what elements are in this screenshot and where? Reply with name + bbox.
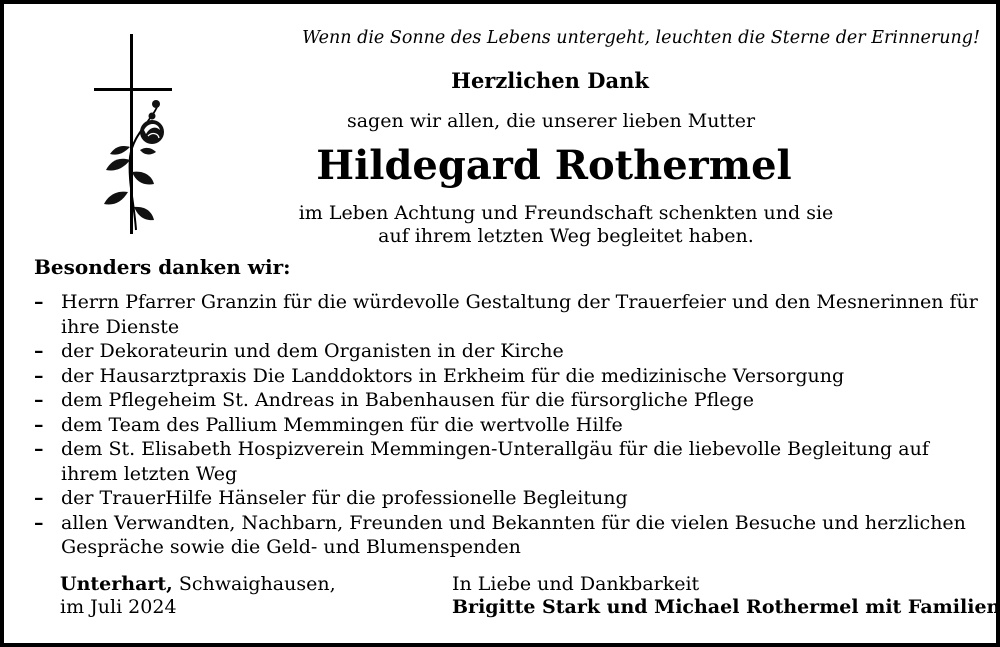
list-item: – der Hausarztpraxis Die Landdoktors in Erkheim für die medizinische Versorgung bbox=[34, 364, 982, 389]
signoff-families: Brigitte Stark und Michael Rothermel mit Familien bbox=[452, 596, 1000, 618]
date-line: im Juli 2024 bbox=[60, 596, 177, 618]
list-item: – der Dekorateurin und dem Organisten in der Kirche bbox=[34, 339, 982, 364]
motto-quote: Wenn die Sonne des Lebens untergeht, leuchten die Sterne der Erinnerung! bbox=[302, 28, 980, 48]
list-item: – allen Verwandten, Nachbarn, Freunden und Bekannten für die vielen Besuche und herzlichen Gespräche sowie die Geld- und Blumenspenden bbox=[34, 511, 982, 560]
cross-with-rose-icon bbox=[90, 32, 180, 242]
tribute-line: im Leben Achtung und Freundschaft schenkten und sie bbox=[298, 202, 834, 224]
list-item: – dem Team des Pallium Memmingen für die wertvolle Hilfe bbox=[34, 413, 982, 438]
signoff bbox=[452, 573, 1000, 619]
signoff-line: In Liebe und Dankbarkeit bbox=[452, 573, 700, 595]
place-town: Unterhart, bbox=[60, 573, 173, 595]
intro-line: sagen wir allen, die unserer lieben Mutter bbox=[346, 110, 756, 132]
list-item: – dem St. Elisabeth Hospizverein Memmingen-Unterallgäu für die liebevolle Begleitung auf ihrem letzten Weg bbox=[34, 437, 982, 486]
thanks-title: Herzlichen Dank bbox=[451, 68, 649, 93]
place-and-date bbox=[60, 573, 336, 619]
list-item: – dem Pflegeheim St. Andreas in Babenhausen für die fürsorgliche Pflege bbox=[34, 388, 982, 413]
place-line bbox=[60, 573, 336, 596]
list-item: – Herrn Pfarrer Granzin für die würdevolle Gestaltung der Trauerfeier und den Mesnerinnen für ihre Dienste bbox=[34, 290, 982, 339]
deceased-name: Hildegard Rothermel bbox=[316, 142, 792, 189]
tribute-line: auf ihrem letzten Weg begleitet haben. bbox=[378, 225, 754, 247]
list-item: – der TrauerHilfe Hänseler für die professionelle Begleitung bbox=[34, 486, 982, 511]
tribute-text bbox=[296, 202, 836, 248]
special-thanks-heading: Besonders danken wir: bbox=[34, 255, 291, 279]
place-rest: Schwaighausen, bbox=[172, 573, 336, 595]
special-thanks-list bbox=[34, 290, 982, 560]
